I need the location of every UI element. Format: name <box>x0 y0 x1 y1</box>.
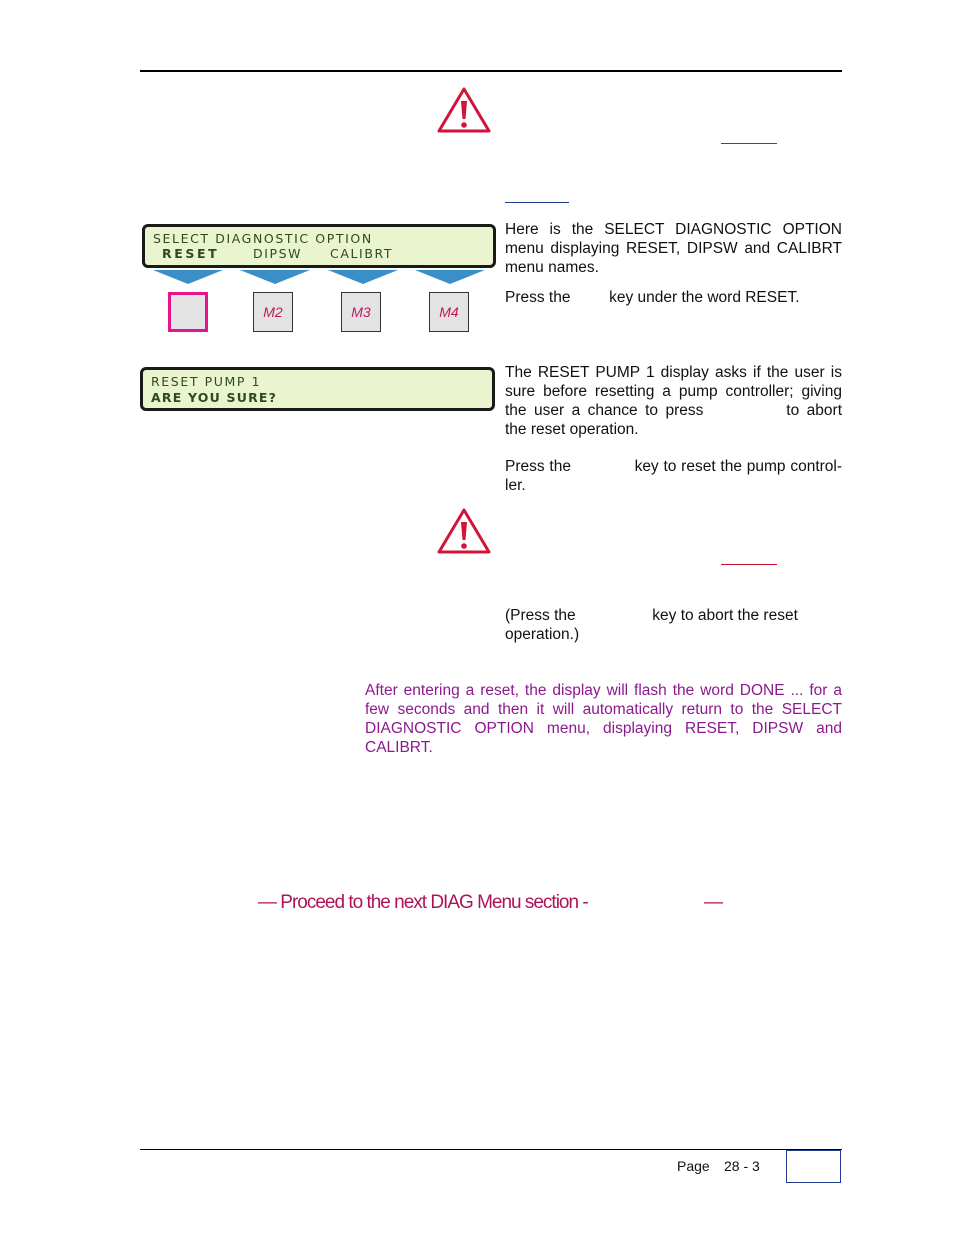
footer-rule <box>140 1149 842 1150</box>
down-arrow-icon <box>415 270 485 284</box>
lcd-option-calibrt: CALIBRT <box>330 246 394 261</box>
header-rule <box>140 70 842 72</box>
paragraph-abort-note <box>505 606 805 644</box>
lcd-option-reset: RESET <box>162 246 220 261</box>
link-underline[interactable] <box>721 143 777 144</box>
lcd-menu-title: SELECT DIAGNOSTIC OPTION <box>153 231 373 246</box>
lcd-option-dipsw: DIPSW <box>253 246 303 261</box>
link-underline[interactable] <box>505 202 569 203</box>
paragraph-press-reset <box>505 288 842 307</box>
lcd-diagnostic-menu <box>142 224 496 268</box>
m2-key[interactable]: M2 <box>253 292 293 332</box>
paragraph-menu-description: Here is the SELECT DIAGNOSTIC OPTION menu displaying RESET, DIPSW and CALIBRT menu names. <box>505 221 842 276</box>
text-fragment: key to abort the reset operation.) <box>505 607 798 643</box>
down-arrow-icon <box>328 270 398 284</box>
lcd-confirm-line2: ARE YOU SURE? <box>151 390 278 405</box>
proceed-next-section: — Proceed to the next DIAG Menu section - <box>258 892 588 913</box>
arrows-row <box>150 268 490 286</box>
text-fragment: Press the <box>505 289 571 306</box>
down-arrow-icon <box>153 270 223 284</box>
done-flash-note: After entering a reset, the display will flash the word DONE ... for a few seconds and then it will automatically return to the SELECT DIAGNOSTIC OPTION menu, displaying RESET, DIPSW and CALIBRT. <box>365 682 842 756</box>
text-fragment: key to reset the pump control-ler. <box>505 458 843 494</box>
paragraph-press-to-reset <box>505 457 842 495</box>
footer-tab-box <box>786 1150 841 1183</box>
lcd-confirm-line1: RESET PUMP 1 <box>151 374 262 389</box>
text-fragment: key under the word RESET. <box>609 289 800 306</box>
proceed-dash: — <box>704 892 723 913</box>
link-underline[interactable] <box>721 564 777 565</box>
warning-triangle-icon <box>436 86 492 134</box>
m3-key[interactable]: M3 <box>341 292 381 332</box>
reset-soft-key[interactable] <box>168 292 208 332</box>
m4-key[interactable]: M4 <box>429 292 469 332</box>
text-fragment: Press the <box>505 458 571 475</box>
text-fragment: to abort the reset operation. <box>505 402 843 438</box>
text-fragment: (Press the <box>505 607 576 624</box>
page-number: 28 - 3 <box>724 1158 760 1174</box>
lcd-reset-confirm <box>140 367 495 411</box>
warning-triangle-icon <box>436 507 492 555</box>
down-arrow-icon <box>240 270 310 284</box>
paragraph-confirm-description <box>505 363 842 439</box>
text-fragment: The RESET PUMP 1 display asks if the user is sure before resetting a pump controller; giving the user a chance to press <box>505 364 842 419</box>
page-label: Page <box>677 1158 710 1174</box>
